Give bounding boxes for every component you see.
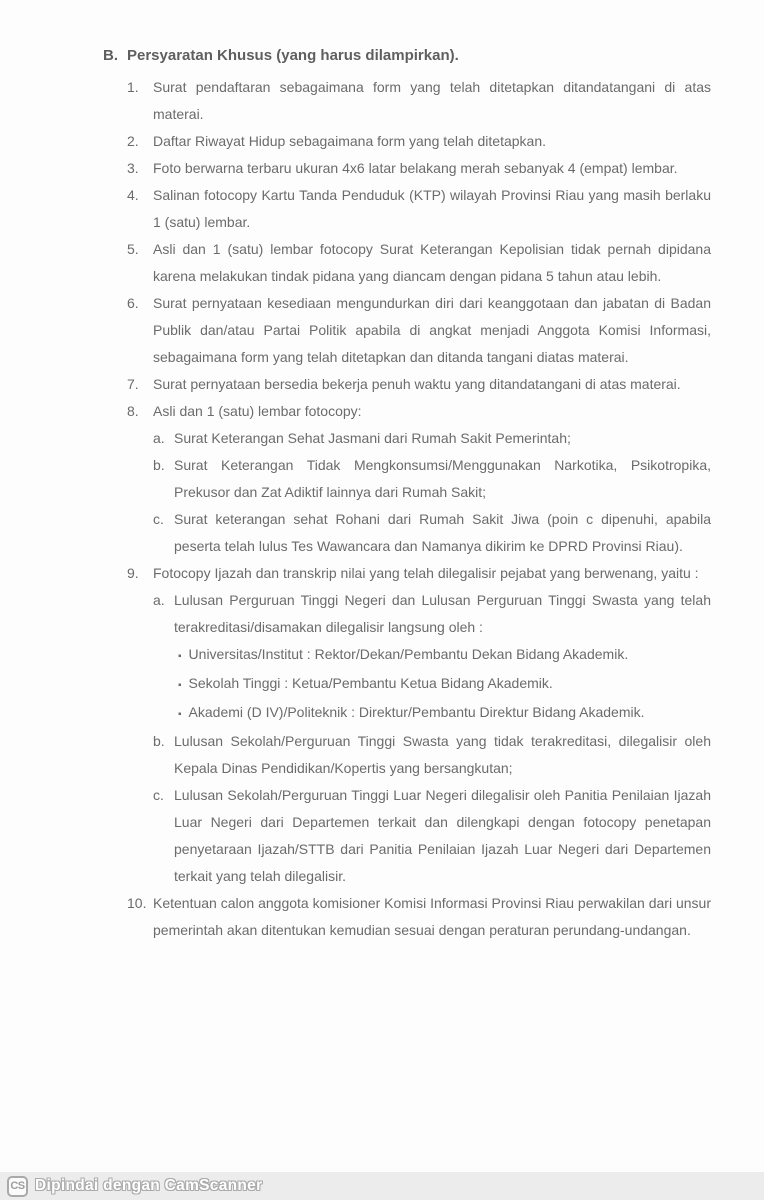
list-item [127, 560, 711, 890]
subitem-letter: c. [153, 511, 164, 527]
bullet-text: Universitas/Institut : Rektor/Dekan/Pembantu Dekan Bidang Akademik. [188, 646, 629, 662]
item-number: 4. [127, 187, 139, 203]
subitem-text: Lulusan Perguruan Tinggi Negeri dan Lulusan Perguruan Tinggi Swasta yang telah terakreditasi/disamakan dilegalisir langsung oleh : [174, 592, 711, 635]
bullet-item [174, 699, 711, 728]
camscanner-logo-icon: CS [7, 1176, 28, 1197]
camscanner-label: Dipindai dengan CamScanner [35, 1177, 263, 1194]
square-bullet-icon: ▪ [178, 680, 182, 691]
item-number: 9. [127, 565, 139, 581]
square-bullet-icon: ▪ [178, 651, 182, 662]
item-number: 5. [127, 241, 139, 257]
section-heading-text: Persyaratan Khusus (yang harus dilampirkan). [127, 47, 459, 64]
item-text: Asli dan 1 (satu) lembar fotocopy: [153, 403, 362, 419]
subitem-letter: a. [153, 592, 165, 608]
sub-list-item [153, 425, 711, 452]
subitem-letter: b. [153, 733, 165, 749]
sub-list-item [153, 587, 711, 728]
item-number: 6. [127, 295, 139, 311]
subitem-body [174, 506, 711, 560]
item-number: 1. [127, 79, 139, 95]
subitem-body [174, 425, 711, 452]
bullet-item [174, 670, 711, 699]
subitem-text: Lulusan Sekolah/Perguruan Tinggi Swasta yang tidak terakreditasi, dilegalisir oleh Kepala Dinas Pendidikan/Kopertis yang bersangkutan; [174, 733, 711, 776]
scanned-document-page [103, 42, 711, 944]
list-item [127, 128, 711, 155]
requirements-list [103, 74, 711, 944]
camscanner-link[interactable] [0, 1176, 262, 1197]
item-body [153, 74, 711, 128]
bullet-text: Akademi (D IV)/Politeknik : Direktur/Pembantu Direktur Bidang Akademik. [188, 704, 645, 720]
subitem-text: Surat Keterangan Tidak Mengkonsumsi/Menggunakan Narkotika, Psikotropika, Prekusor dan Zat Adiktif lainnya dari Rumah Sakit; [174, 457, 711, 500]
list-item [127, 182, 711, 236]
item-text: Salinan fotocopy Kartu Tanda Penduduk (KTP) wilayah Provinsi Riau yang masih berlaku 1 (satu) lembar. [153, 187, 711, 230]
camscanner-watermark-bar [0, 1172, 764, 1200]
item-number: 10. [127, 895, 147, 911]
subitem-letter: c. [153, 787, 164, 803]
item-text: Daftar Riwayat Hidup sebagaimana form yang telah ditetapkan. [153, 133, 546, 149]
sub-list-item [153, 782, 711, 890]
subitem-body [174, 782, 711, 890]
item-text: Surat pernyataan kesediaan mengundurkan diri dari keanggotaan dan jabatan di Badan Publik dan/atau Partai Politik apabila di angkat menjadi Anggota Komisi Informasi, sebagaimana form yang telah ditetapkan dan ditanda tangani diatas materai. [153, 295, 711, 365]
subitem-body [174, 587, 711, 728]
bullet-text: Sekolah Tinggi : Ketua/Pembantu Ketua Bidang Akademik. [188, 675, 553, 691]
subitem-text: Lulusan Sekolah/Perguruan Tinggi Luar Negeri dilegalisir oleh Panitia Penilaian Ijazah Luar Negeri dari Departemen terkait dan dilengkapi dengan fotocopy penetapan penyetaraan Ijazah/STTB dari Panitia Penilaian Ijazah Luar Negeri dari Departemen terkait yang telah dilegalisir. [174, 787, 711, 884]
item-body [153, 398, 711, 560]
item-body [153, 890, 711, 944]
sub-list-item [153, 506, 711, 560]
subitem-text: Surat keterangan sehat Rohani dari Rumah Sakit Jiwa (poin c dipenuhi, apabila peserta telah lulus Tes Wawancara dan Namanya dikirim ke DPRD Provinsi Riau). [174, 511, 711, 554]
item-number: 8. [127, 403, 139, 419]
bullet-item [174, 641, 711, 670]
item-body [153, 236, 711, 290]
item-body [153, 182, 711, 236]
item-text: Fotocopy Ijazah dan transkrip nilai yang telah dilegalisir pejabat yang berwenang, yaitu : [153, 565, 699, 581]
item-text: Surat pernyataan bersedia bekerja penuh waktu yang ditandatangani di atas materai. [153, 376, 681, 392]
section-heading [103, 42, 711, 69]
list-item [127, 398, 711, 560]
item-body [153, 155, 711, 182]
subitem-body [174, 728, 711, 782]
item-body [153, 560, 711, 890]
item-text: Surat pendaftaran sebagaimana form yang telah ditetapkan ditandatangani di atas materai. [153, 79, 711, 122]
square-bullet-icon: ▪ [178, 709, 182, 720]
list-item [127, 890, 711, 944]
item-body [153, 290, 711, 371]
item-number: 7. [127, 376, 139, 392]
list-item [127, 155, 711, 182]
sub-list-item [153, 452, 711, 506]
sub-list-item [153, 728, 711, 782]
list-item [127, 74, 711, 128]
subitem-letter: b. [153, 457, 165, 473]
item-text: Asli dan 1 (satu) lembar fotocopy Surat Keterangan Kepolisian tidak pernah dipidana karena melakukan tindak pidana yang diancam dengan pidana 5 tahun atau lebih. [153, 241, 711, 284]
list-item [127, 236, 711, 290]
item-text: Foto berwarna terbaru ukuran 4x6 latar belakang merah sebanyak 4 (empat) lembar. [153, 160, 678, 176]
section-heading-marker: B. [103, 47, 118, 64]
item-body [153, 371, 711, 398]
list-item [127, 371, 711, 398]
list-item [127, 290, 711, 371]
subitem-body [174, 452, 711, 506]
item-body [153, 128, 711, 155]
subitem-letter: a. [153, 430, 165, 446]
item-number: 2. [127, 133, 139, 149]
item-number: 3. [127, 160, 139, 176]
item-text: Ketentuan calon anggota komisioner Komisi Informasi Provinsi Riau perwakilan dari unsur pemerintah akan ditentukan kemudian sesuai dengan peraturan perundang-undangan. [153, 895, 711, 938]
subitem-text: Surat Keterangan Sehat Jasmani dari Rumah Sakit Pemerintah; [174, 430, 571, 446]
